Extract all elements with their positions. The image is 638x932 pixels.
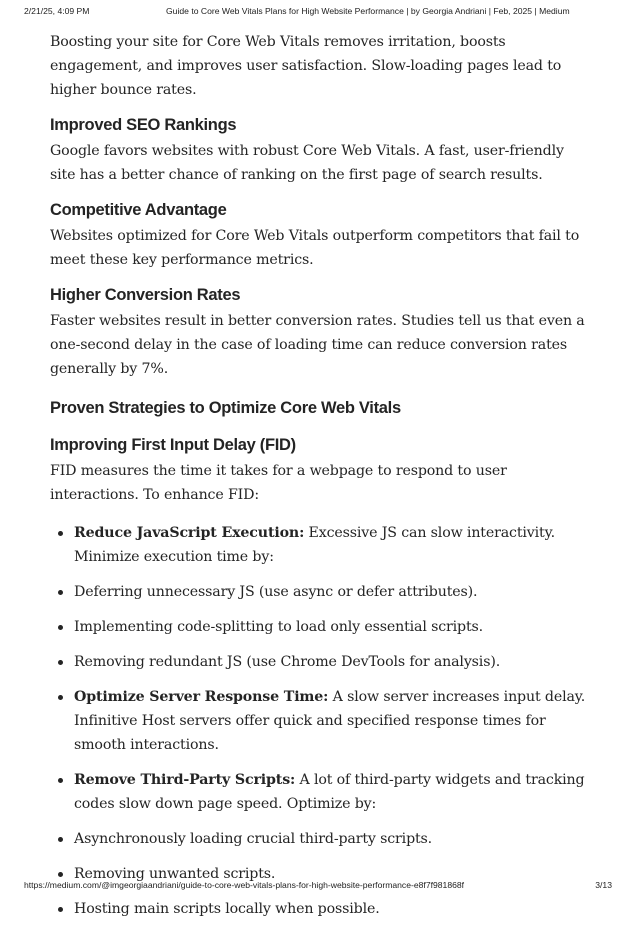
list-item-text: Excessive JS can slow interactivity. Minimize execution time by: bbox=[74, 525, 555, 565]
bullet-icon bbox=[58, 625, 63, 630]
bullet-icon bbox=[58, 872, 63, 877]
list-item bbox=[50, 768, 590, 816]
list-item bbox=[50, 827, 590, 851]
section-heading-seo: Improved SEO Rankings bbox=[50, 116, 237, 134]
bullet-icon bbox=[58, 531, 63, 536]
list-item-text: Hosting main scripts locally when possible. bbox=[74, 901, 380, 917]
list-item-text: A lot of third-party widgets and tracking codes slow down page speed. Optimize by: bbox=[74, 772, 585, 812]
bullet-icon bbox=[58, 590, 63, 595]
list-item-bold: Optimize Server Response Time: bbox=[74, 689, 329, 705]
page-number: 3/13 bbox=[595, 880, 612, 890]
bullet-icon bbox=[58, 837, 63, 842]
fid-paragraph: FID measures the time it takes for a webpage to respond to user interactions. To enhance FID: bbox=[50, 463, 507, 503]
article-body bbox=[50, 30, 590, 932]
fid-tips-list bbox=[50, 521, 590, 921]
list-item-text: Removing unwanted scripts. bbox=[74, 866, 276, 882]
print-page-title: Guide to Core Web Vitals Plans for High Website Performance | by Georgia Andriani | Feb, 2025 | Medium bbox=[166, 6, 570, 16]
list-item-text: Deferring unnecessary JS (use async or defer attributes). bbox=[74, 584, 478, 600]
section-body-conversion: Faster websites result in better conversion rates. Studies tell us that even a one-second delay in the case of loading time can reduce conversion rates generally by 7%. bbox=[50, 313, 585, 377]
list-item bbox=[50, 580, 590, 604]
list-item bbox=[50, 615, 590, 639]
bullet-icon bbox=[58, 907, 63, 912]
list-item-text: Asynchronously loading crucial third-party scripts. bbox=[74, 831, 433, 847]
print-timestamp: 2/21/25, 4:09 PM bbox=[24, 6, 90, 16]
section-body-seo: Google favors websites with robust Core Web Vitals. A fast, user-friendly site has a better chance of ranking on the first page of search results. bbox=[50, 143, 564, 183]
list-item bbox=[50, 897, 590, 921]
intro-paragraph: Boosting your site for Core Web Vitals removes irritation, boosts engagement, and improves user satisfaction. Slow-loading pages lead to higher bounce rates. bbox=[50, 34, 562, 98]
bullet-icon bbox=[58, 778, 63, 783]
strategies-heading: Proven Strategies to Optimize Core Web Vitals bbox=[50, 399, 401, 417]
list-item bbox=[50, 650, 590, 674]
bullet-icon bbox=[58, 660, 63, 665]
list-item-bold: Remove Third-Party Scripts: bbox=[74, 772, 296, 788]
section-heading-conversion: Higher Conversion Rates bbox=[50, 286, 241, 304]
list-item-text: A slow server increases input delay. Infinitive Host servers offer quick and specified response times for smooth interactions. bbox=[74, 689, 586, 753]
section-body-competitive: Websites optimized for Core Web Vitals outperform competitors that fail to meet these key performance metrics. bbox=[50, 228, 580, 268]
list-item-text: Implementing code-splitting to load only essential scripts. bbox=[74, 619, 484, 635]
print-header bbox=[0, 6, 638, 20]
bullet-icon bbox=[58, 695, 63, 700]
section-heading-competitive: Competitive Advantage bbox=[50, 201, 227, 219]
print-footer bbox=[0, 880, 638, 894]
list-item-bold: Reduce JavaScript Execution: bbox=[74, 525, 305, 541]
print-url: https://medium.com/@imgeorgiaandriani/guide-to-core-web-vitals-plans-for-high-website-performance-e8f7f981868f bbox=[24, 880, 465, 890]
list-item bbox=[50, 685, 590, 757]
fid-heading: Improving First Input Delay (FID) bbox=[50, 436, 296, 454]
list-item bbox=[50, 521, 590, 569]
list-item-text: Removing redundant JS (use Chrome DevTools for analysis). bbox=[74, 654, 501, 670]
